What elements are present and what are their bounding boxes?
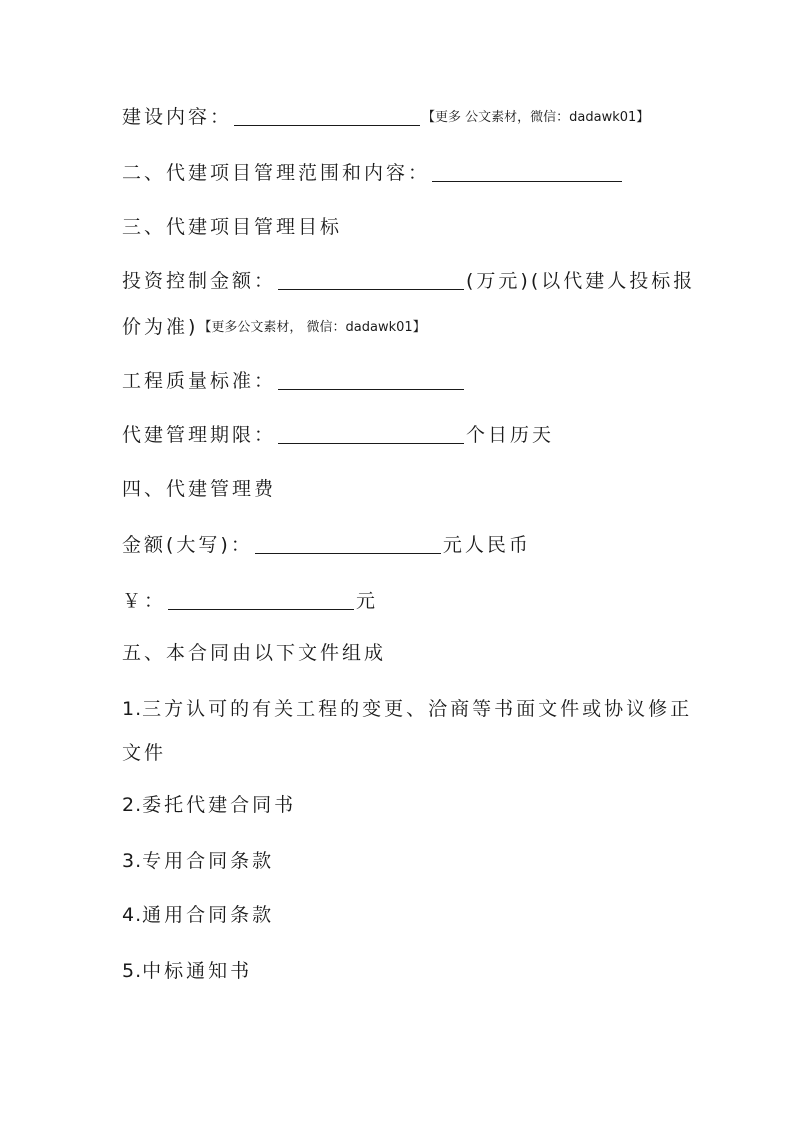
doc-item-5 xyxy=(122,958,252,984)
scope-heading: 二、代建项目管理范围和内容： xyxy=(122,162,431,184)
period-line xyxy=(122,422,554,448)
period-label: 代建管理期限： xyxy=(122,424,277,446)
amount-words-label: 金额(大写)： xyxy=(122,534,253,556)
quality-line xyxy=(122,368,466,394)
doc-item-3-text: 专用合同条款 xyxy=(142,850,275,872)
doc-item-4 xyxy=(122,902,274,928)
investment-blank[interactable] xyxy=(278,270,464,290)
objectives-heading: 三、代建项目管理目标 xyxy=(122,216,343,238)
doc-item-1-cont: 文件 xyxy=(122,742,167,764)
investment-suffix: (万元)(以代建人投标报 xyxy=(466,270,696,292)
documents-heading: 五、本合同由以下文件组成 xyxy=(122,642,387,664)
promo-note-1: 【更多 公文素材，微信：dadawk01】 xyxy=(422,110,650,125)
quality-blank[interactable] xyxy=(278,370,464,390)
quality-label: 工程质量标准： xyxy=(122,370,277,392)
doc-item-5-text: 中标通知书 xyxy=(142,960,253,982)
doc-item-1-text: 三方认可的有关工程的变更、洽商等书面文件或协议修正 xyxy=(142,698,693,720)
construction-content-blank[interactable] xyxy=(234,106,420,126)
investment-label: 投资控制金额： xyxy=(122,270,277,292)
doc-item-5-number: 5. xyxy=(122,960,143,982)
amount-words-line xyxy=(122,532,531,558)
scope-heading-line xyxy=(122,160,624,186)
doc-item-3 xyxy=(122,848,274,874)
doc-item-4-text: 通用合同条款 xyxy=(142,904,275,926)
yuan-suffix: 元 xyxy=(356,590,379,612)
doc-item-1 xyxy=(122,696,692,722)
doc-item-4-number: 4. xyxy=(122,904,143,926)
amount-words-blank[interactable] xyxy=(255,534,441,554)
construction-content-line xyxy=(122,104,649,131)
investment-line xyxy=(122,268,695,294)
doc-item-3-number: 3. xyxy=(122,850,143,872)
doc-item-1-number: 1. xyxy=(122,698,143,720)
construction-content-label: 建设内容： xyxy=(122,106,233,128)
yuan-label: ￥： xyxy=(122,590,167,612)
promo-note-2: 【更多公文素材， 微信：dadawk01】 xyxy=(198,320,426,335)
amount-yuan-line xyxy=(122,588,378,614)
doc-item-2-text: 委托代建合同书 xyxy=(142,794,297,816)
investment-line-cont xyxy=(122,314,426,341)
amount-words-suffix: 元人民币 xyxy=(442,534,531,556)
yuan-blank[interactable] xyxy=(168,590,354,610)
period-suffix: 个日历天 xyxy=(466,424,555,446)
doc-item-2 xyxy=(122,792,296,818)
investment-cont-text: 价为准) xyxy=(122,316,199,338)
period-blank[interactable] xyxy=(278,424,464,444)
scope-blank[interactable] xyxy=(432,162,622,182)
fee-heading: 四、代建管理费 xyxy=(122,478,277,500)
doc-item-2-number: 2. xyxy=(122,794,143,816)
